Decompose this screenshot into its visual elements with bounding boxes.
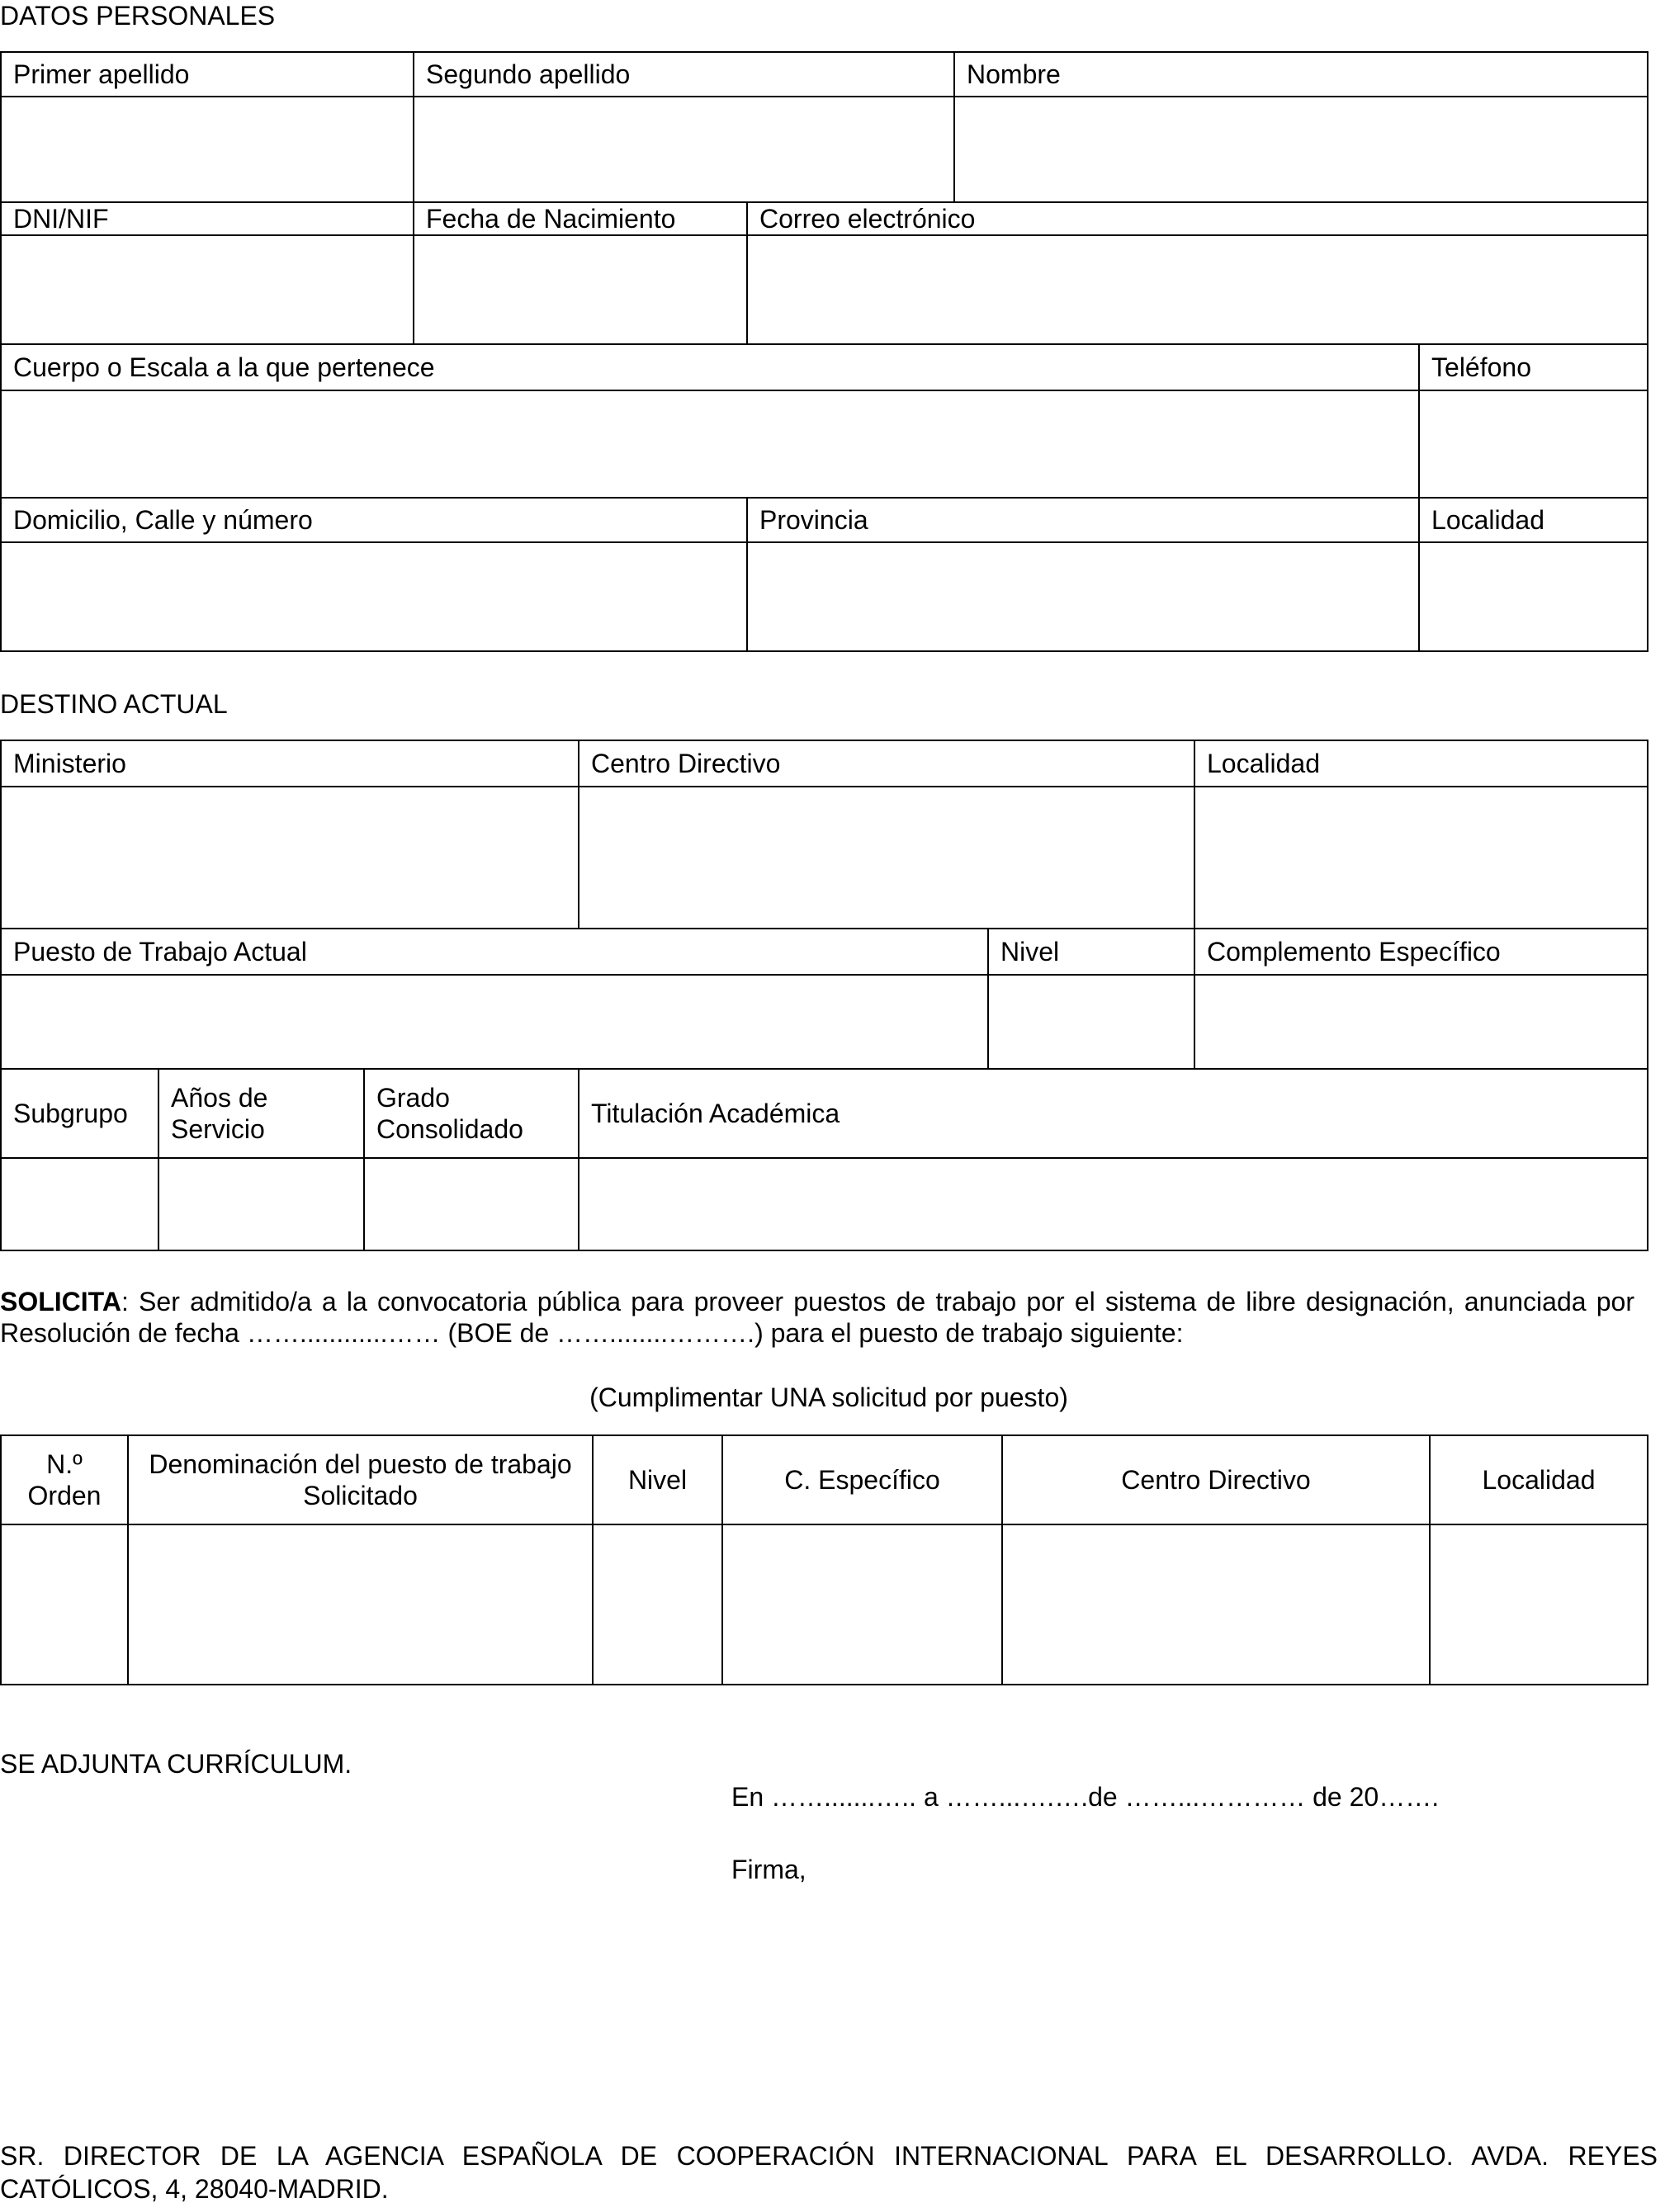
denominacion-puesto-field[interactable] bbox=[128, 1524, 593, 1685]
datos-personales-table bbox=[0, 51, 1648, 652]
subgrupo-field[interactable] bbox=[1, 1158, 158, 1250]
telefono-field[interactable] bbox=[1419, 390, 1648, 498]
label-puesto-trabajo-actual: Puesto de Trabajo Actual bbox=[1, 929, 988, 975]
signature-label: Firma, bbox=[731, 1855, 806, 1884]
localidad-destino-field[interactable] bbox=[1194, 787, 1648, 929]
label-provincia: Provincia bbox=[747, 498, 1419, 542]
label-anos-servicio: Años de Servicio bbox=[158, 1069, 364, 1158]
label-fecha-nacimiento: Fecha de Nacimiento bbox=[414, 202, 747, 235]
addressee-footer: SR. DIRECTOR DE LA AGENCIA ESPAÑOLA DE COOPERACIÓN INTERNACIONAL PARA EL DESARROLLO. AVDA. REYES CATÓLICOS, 4, 28040-MADRID. bbox=[0, 2141, 1658, 2204]
label-nivel: Nivel bbox=[988, 929, 1194, 975]
label-ministerio: Ministerio bbox=[1, 740, 579, 787]
label-localidad-destino: Localidad bbox=[1194, 740, 1648, 787]
solicita-text: : Ser admitido/a a la convocatoria pública para proveer puestos de trabajo por el sistema de libre designación, anunciada por Resolución de fecha ……............…… (BOE de ……........……….) para el puesto de trabajo siguiente: bbox=[0, 1287, 1634, 1348]
c-especifico-field[interactable] bbox=[722, 1524, 1002, 1685]
segundo-apellido-field[interactable] bbox=[414, 97, 954, 202]
nivel-field[interactable] bbox=[988, 975, 1194, 1069]
label-localidad: Localidad bbox=[1419, 498, 1648, 542]
solicita-note: (Cumplimentar UNA solicitud por puesto) bbox=[589, 1382, 1068, 1412]
label-telefono: Teléfono bbox=[1419, 344, 1648, 390]
correo-electronico-field[interactable] bbox=[747, 235, 1648, 344]
puesto-trabajo-actual-field[interactable] bbox=[1, 975, 988, 1069]
label-subgrupo: Subgrupo bbox=[1, 1069, 158, 1158]
header-denominacion-puesto: Denominación del puesto de trabajo Solicitado bbox=[128, 1435, 593, 1524]
label-cuerpo-escala: Cuerpo o Escala a la que pertenece bbox=[1, 344, 1419, 390]
domicilio-field[interactable] bbox=[1, 542, 747, 651]
fecha-nacimiento-field[interactable] bbox=[414, 235, 747, 344]
label-domicilio: Domicilio, Calle y número bbox=[1, 498, 747, 542]
puesto-solicitado-table bbox=[0, 1434, 1648, 1685]
solicita-label: SOLICITA bbox=[0, 1287, 121, 1316]
label-complemento-especifico: Complemento Específico bbox=[1194, 929, 1648, 975]
centro-directivo-solicitado-field[interactable] bbox=[1002, 1524, 1430, 1685]
provincia-field[interactable] bbox=[747, 542, 1419, 651]
solicita-paragraph bbox=[0, 1286, 1634, 1349]
header-localidad: Localidad bbox=[1430, 1435, 1648, 1524]
localidad-field[interactable] bbox=[1419, 542, 1648, 651]
cuerpo-escala-field[interactable] bbox=[1, 390, 1419, 498]
anos-servicio-field[interactable] bbox=[158, 1158, 364, 1250]
label-primer-apellido: Primer apellido bbox=[1, 52, 414, 97]
numero-orden-field[interactable] bbox=[1, 1524, 128, 1685]
grado-consolidado-field[interactable] bbox=[364, 1158, 579, 1250]
label-grado-consolidado: Grado Consolidado bbox=[364, 1069, 579, 1158]
ministerio-field[interactable] bbox=[1, 787, 579, 929]
destino-actual-table bbox=[0, 740, 1648, 1251]
label-nombre: Nombre bbox=[954, 52, 1648, 97]
nivel-solicitado-field[interactable] bbox=[593, 1524, 722, 1685]
primer-apellido-field[interactable] bbox=[1, 97, 414, 202]
centro-directivo-field[interactable] bbox=[579, 787, 1194, 929]
titulacion-academica-field[interactable] bbox=[579, 1158, 1648, 1250]
complemento-especifico-field[interactable] bbox=[1194, 975, 1648, 1069]
place-date-line: En …….......….. a ……...….….de ……...………… de 20……. bbox=[731, 1782, 1440, 1812]
label-dni-nif: DNI/NIF bbox=[1, 202, 414, 235]
header-numero-orden: N.º Orden bbox=[1, 1435, 128, 1524]
label-segundo-apellido: Segundo apellido bbox=[414, 52, 954, 97]
dni-nif-field[interactable] bbox=[1, 235, 414, 344]
header-centro-directivo: Centro Directivo bbox=[1002, 1435, 1430, 1524]
localidad-solicitada-field[interactable] bbox=[1430, 1524, 1648, 1685]
label-titulacion-academica: Titulación Académica bbox=[579, 1069, 1648, 1158]
header-c-especifico: C. Específico bbox=[722, 1435, 1002, 1524]
header-nivel: Nivel bbox=[593, 1435, 722, 1524]
section-title-destino-actual: DESTINO ACTUAL bbox=[0, 689, 228, 719]
nombre-field[interactable] bbox=[954, 97, 1648, 202]
section-title-datos-personales: DATOS PERSONALES bbox=[0, 1, 276, 31]
label-centro-directivo: Centro Directivo bbox=[579, 740, 1194, 787]
label-correo-electronico: Correo electrónico bbox=[747, 202, 1648, 235]
curriculum-note: SE ADJUNTA CURRÍCULUM. bbox=[0, 1749, 352, 1779]
